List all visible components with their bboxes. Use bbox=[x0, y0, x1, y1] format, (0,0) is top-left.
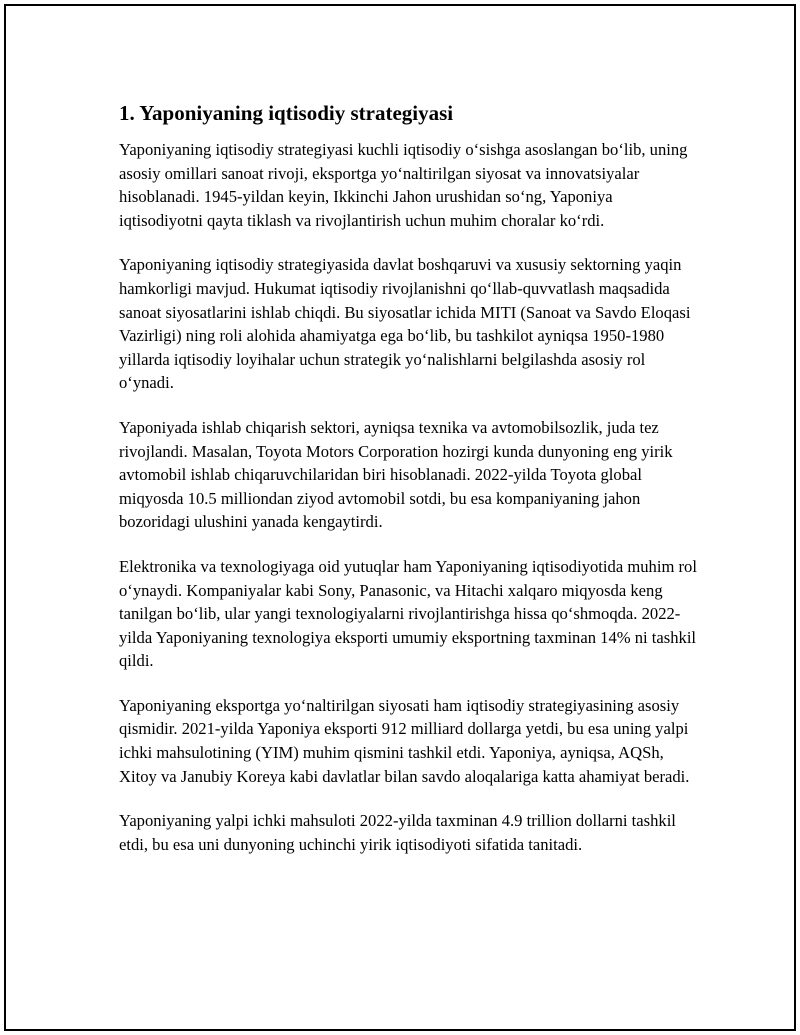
paragraph-strategy-intro: Yaponiyaning iqtisodiy strategiyasi kuchli iqtisodiy o‘sishga asoslangan bo‘lib, uning asosiy omillari sanoat rivoji, eksportga yo‘naltirilgan siyosat va innovatsiyalar hisoblanadi. 1945-yildan keyin, Ikkinchi Jahon urushidan so‘ng, Yaponiya iqtisodiyotni qayta tiklash va rivojlantirish uchun muhim choralar ko‘rdi. bbox=[119, 140, 688, 230]
paragraph-manufacturing: Yaponiyada ishlab chiqarish sektori, ayniqsa texnika va avtomobilsozlik, juda tez rivojlandi. Masalan, Toyota Motors Corporation hozirgi kunda dunyoning eng yirik avtomobil ishlab chiqaruvchilaridan biri hisoblanadi. 2022-yilda Toyota global miqyosda 10.5 milliondan ziyod avtomobil sotdi, bu esa kompaniyaning jahon bozoridagi ulushini yanada kengaytirdi. bbox=[119, 417, 673, 532]
section-heading: 1. Yaponiyaning iqtisodiy strategiyasi bbox=[119, 101, 454, 125]
paragraph-gdp: Yaponiyaning yalpi ichki mahsuloti 2022-yilda taxminan 4.9 trillion dollarni tashkil etdi, bu esa uni dunyoning uchinchi yirik iqtisodiyoti sifatida tanitadi. bbox=[119, 811, 676, 854]
paragraph-electronics: Elektronika va texnologiyaga oid yutuqlar ham Yaponiyaning iqtisodiyotida muhim rol o‘ynaydi. Kompaniyalar kabi Sony, Panasonic, va Hitachi xalqaro miqyosda keng tanilgan bo‘lib, ular yangi texnologiyalarni rivojlantirishga hissa qo‘shmoqda. 2022-yilda Yaponiyaning texnologiya eksporti umumiy eksportning taxminan 14% ni tashkil qildi. bbox=[119, 556, 697, 671]
paragraph-government-cooperation: Yaponiyaning iqtisodiy strategiyasida davlat boshqaruvi va xususiy sektorning yaqin hamkorligi mavjud. Hukumat iqtisodiy rivojlanishni qo‘llab-quvvatlash maqsadida sanoat siyosatlarini ishlab chiqdi. Bu siyosatlar ichida MITI (Sanoat va Savdo Eloqasi Vazirligi) ning roli alohida ahamiyatga ega bo‘lib, bu tashkilot ayniqsa 1950-1980 yillarda iqtisodiy loyihalar uchun strategik yo‘nalishlarni belgilashda asosiy rol o‘ynadi. bbox=[119, 255, 691, 393]
page-frame bbox=[4, 4, 796, 1031]
paragraph-export-policy: Yaponiyaning eksportga yo‘naltirilgan siyosati ham iqtisodiy strategiyasining asosiy qismidir. 2021-yilda Yaponiya eksporti 912 milliard dollarga yetdi, bu esa uning yalpi ichki mahsulotining (YIM) muhim qismini tashkil etdi. Yaponiya, ayniqsa, AQSh, Xitoy va Janubiy Koreya kabi davlatlar bilan savdo aloqalariga katta ahamiyat beradi. bbox=[119, 695, 690, 786]
document-body bbox=[119, 99, 699, 877]
